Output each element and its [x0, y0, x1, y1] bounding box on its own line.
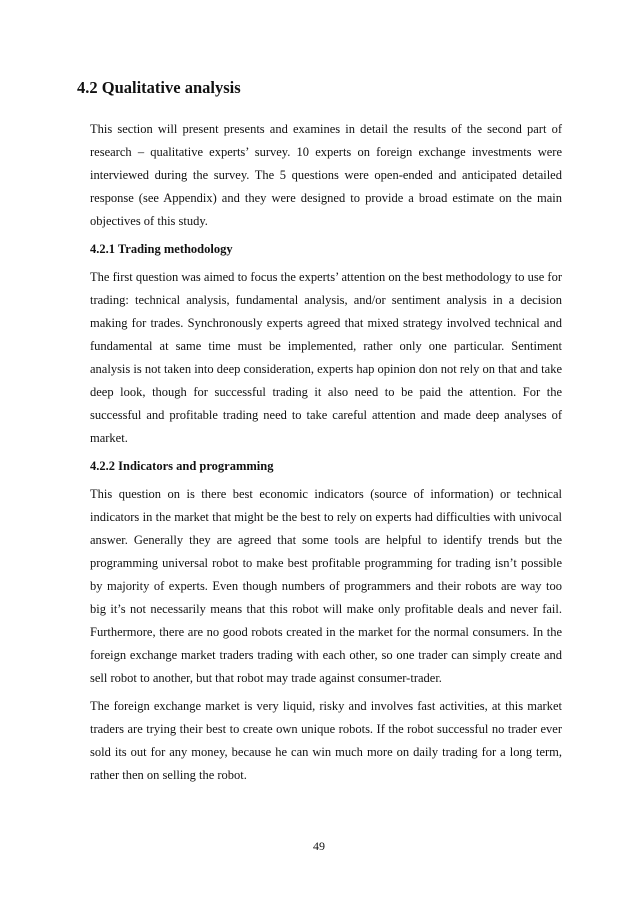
- page-number: 49: [313, 839, 325, 853]
- paragraph-trading-methodology: The first question was aimed to focus the experts’ attention on the best methodology to use for trading: technical analysis, fundamental analysis, and/or sentiment analysis in a decision making for trades. Synchronously experts agreed that mixed strategy involved technical and fundamental at same time must be implemented, rather only one particular. Sentiment analysis is not taken into deep consideration, experts hap opinion don not rely on that and take deep look, though for successful trading it also need to be paid the attention. For the successful and profitable trading need to take careful attention and made deep analyses of market.: [90, 270, 562, 445]
- subsection-title-indicators-programming: 4.2.2 Indicators and programming: [90, 459, 274, 473]
- section-body: [90, 118, 562, 792]
- intro-paragraph: This section will present presents and examines in detail the results of the second part of research – qualitative experts’ survey. 10 experts on foreign exchange investments were interviewed during the survey. The 5 questions were open-ended and anticipated detailed response (see Appendix) and they were designed to provide a broad estimate on the main objectives of this study.: [90, 122, 562, 228]
- paragraph-indicators-programming-1: This question on is there best economic indicators (source of information) or technical indicators in the market that might be the best to rely on experts had difficulties with univocal answer. Generally they are agreed that some tools are helpful to identify trends but the programming universal robot to make best profitable programming for trading isn’t possible by majority of experts. Even though numbers of programmers and their robots are way too big it’s not necessarily means that this robot will make only profitable deals and never fail. Furthermore, there are no good robots created in the market for the normal consumers. In the foreign exchange market traders trading with each other, so one trader can simply create and sell robot to another, but that robot may trade against consumer-trader.: [90, 487, 562, 685]
- paragraph-indicators-programming-2: The foreign exchange market is very liquid, risky and involves fast activities, at this market traders are trying their best to create own unique robots. If the robot successful no trader ever sold its out for any money, because he can win much more on daily trading for a long term, rather then on selling the robot.: [90, 699, 562, 782]
- section-title: 4.2 Qualitative analysis: [77, 78, 241, 97]
- subsection-title-trading-methodology: 4.2.1 Trading methodology: [90, 242, 233, 256]
